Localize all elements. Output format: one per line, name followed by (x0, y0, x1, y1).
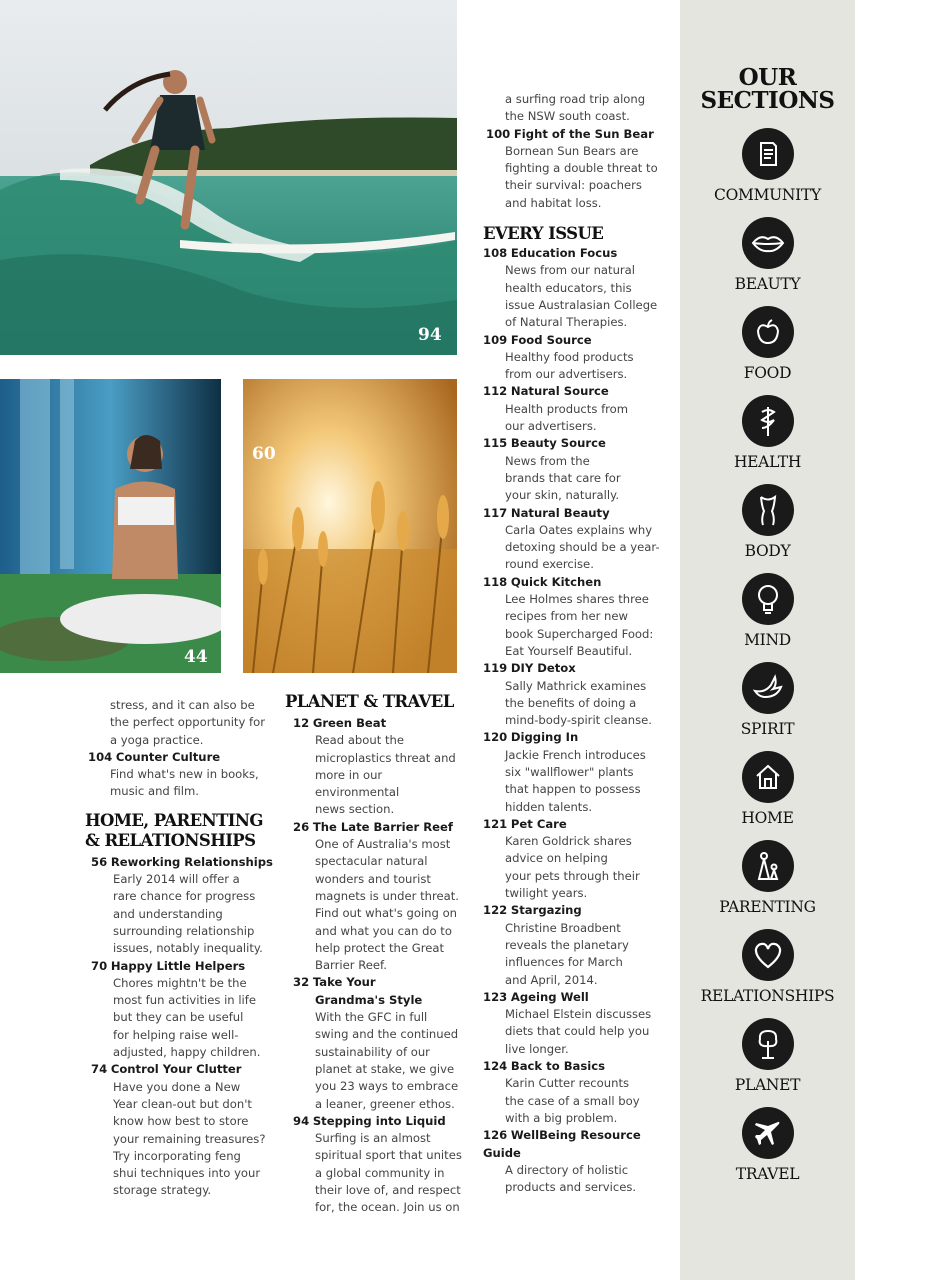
contents-entry[interactable]: 117 Natural Beauty Carla Oates explains why detoxing should be a year- round exercise. (483, 505, 660, 572)
section-heading: HOME, PARENTING & RELATIONSHIPS (85, 810, 263, 850)
contents-column-1 (85, 697, 273, 1200)
contents-entry[interactable]: 123 Ageing Well Michael Elstein discusses diets that could help you live longer. (483, 989, 652, 1056)
document-icon (742, 128, 794, 180)
page-number: 44 (184, 647, 208, 667)
contents-entry[interactable]: 108 Education Focus News from our natural health educators, this issue Australasian College of Natural Therapies. (483, 246, 658, 330)
section-beauty[interactable]: BEAUTY (680, 217, 855, 293)
section-mind[interactable]: MIND (680, 573, 855, 649)
contents-entry[interactable]: 100 Fight of the Sun Bear Bornean Sun Bears are fighting a double threat to their survival: poachers and habitat loss. (486, 126, 658, 210)
contents-column-3 (483, 91, 673, 1196)
yoga-photo (0, 379, 221, 673)
sidebar-title: OUR SECTIONS (700, 64, 835, 114)
contents-column-2 (285, 690, 470, 1217)
contents-entry[interactable]: 26 The Late Barrier Reef One of Australia's most spectacular natural wonders and tourist magnets is under threat. Find out what's going on and what you can do to help protect the Great Barrier Reef. (293, 819, 459, 973)
continued-text: a surfing road trip along the NSW south coast. (505, 92, 646, 124)
contents-entry[interactable]: 120 Digging In Jackie French introduces six "wallflower" plants that happen to possess hidden talents. (483, 730, 646, 814)
section-planet[interactable]: PLANET (680, 1018, 855, 1094)
caduceus-icon (742, 395, 794, 447)
contents-entry[interactable]: 74 Control Your Clutter Have you done a New Year clean-out but don't know how best to store your remaining treasures? Try incorporating feng shui techniques into your storage strategy. (91, 1062, 266, 1198)
contents-entry[interactable]: 112 Natural Source Health products from our advertisers. (483, 384, 629, 434)
section-food[interactable]: FOOD (680, 306, 855, 382)
contents-entry[interactable]: 124 Back to Basics Karin Cutter recounts the case of a small boy with a big problem. (483, 1059, 640, 1125)
section-community[interactable]: COMMUNITY (680, 128, 855, 204)
continued-text: stress, and it can also be the perfect opportunity for a yoga practice. (110, 698, 265, 747)
lightbulb-icon (742, 573, 794, 625)
house-icon (742, 751, 794, 803)
parent-child-icon (742, 840, 794, 892)
section-heading: PLANET & TRAVEL (285, 692, 454, 711)
contents-entry[interactable]: 32 Take Your Grandma's Style With the GFC in full swing and the continued sustainability of our planet at stake, we give you 23 ways to embrace a leaner, greener ethos. (293, 975, 459, 1111)
section-home[interactable]: HOME (680, 751, 855, 827)
contents-entry[interactable]: 56 Reworking Relationships Early 2014 will offer a rare chance for progress and understanding surrounding relationship issues, notably inequality. (91, 854, 273, 956)
section-spirit[interactable]: SPIRIT (680, 662, 855, 738)
section-heading: EVERY ISSUE (483, 224, 604, 244)
section-relationships[interactable]: RELATIONSHIPS (680, 929, 855, 1005)
surfing-photo (0, 0, 457, 355)
torso-icon (742, 484, 794, 536)
contents-entry[interactable]: 122 Stargazing Christine Broadbent reveals the planetary influences for March and April, 2014. (483, 903, 629, 987)
contents-entry[interactable]: 109 Food Source Healthy food products from our advertisers. (483, 332, 634, 382)
sections-sidebar (680, 0, 855, 1280)
apple-icon (742, 306, 794, 358)
page-number: 60 (252, 444, 276, 464)
section-parenting[interactable]: PARENTING (680, 840, 855, 916)
contents-entry[interactable]: 104 Counter Culture Find what's new in books, music and film. (88, 749, 259, 799)
dove-icon (742, 662, 794, 714)
section-travel[interactable]: TRAVEL (680, 1107, 855, 1183)
wheat-photo (243, 379, 457, 673)
section-body[interactable]: BODY (680, 484, 855, 560)
contents-entry[interactable]: 12 Green Beat Read about the microplastics threat and more in our environmental news section. (293, 716, 456, 817)
heart-icon (742, 929, 794, 981)
contents-entry[interactable]: 70 Happy Little Helpers Chores mightn't be the most fun activities in life but they can be useful for helping raise well- adjusted, happy children. (91, 958, 261, 1060)
contents-entry[interactable]: 121 Pet Care Karen Goldrick shares advice on helping your pets through their twilight years. (483, 816, 640, 901)
contents-entry[interactable]: 119 DIY Detox Sally Mathrick examines the benefits of doing a mind-body-spirit cleanse. (483, 661, 652, 728)
contents-entry[interactable]: 94 Stepping into Liquid Surfing is an almost spiritual sport that unites a global community in their love of, and respect for, the ocean. Join us on (293, 1113, 462, 1215)
lips-icon (742, 217, 794, 269)
tree-icon (742, 1018, 794, 1070)
section-health[interactable]: HEALTH (680, 395, 855, 471)
contents-entry[interactable]: 118 Quick Kitchen Lee Holmes shares three recipes from her new book Supercharged Food: Eat Yourself Beautiful. (483, 574, 654, 658)
page-number: 94 (418, 325, 442, 345)
contents-entry[interactable]: 126 WellBeing Resource Guide A directory of holistic products and services. (483, 1128, 641, 1195)
airplane-icon (742, 1107, 794, 1159)
contents-entry[interactable]: 115 Beauty Source News from the brands that care for your skin, naturally. (483, 436, 621, 503)
